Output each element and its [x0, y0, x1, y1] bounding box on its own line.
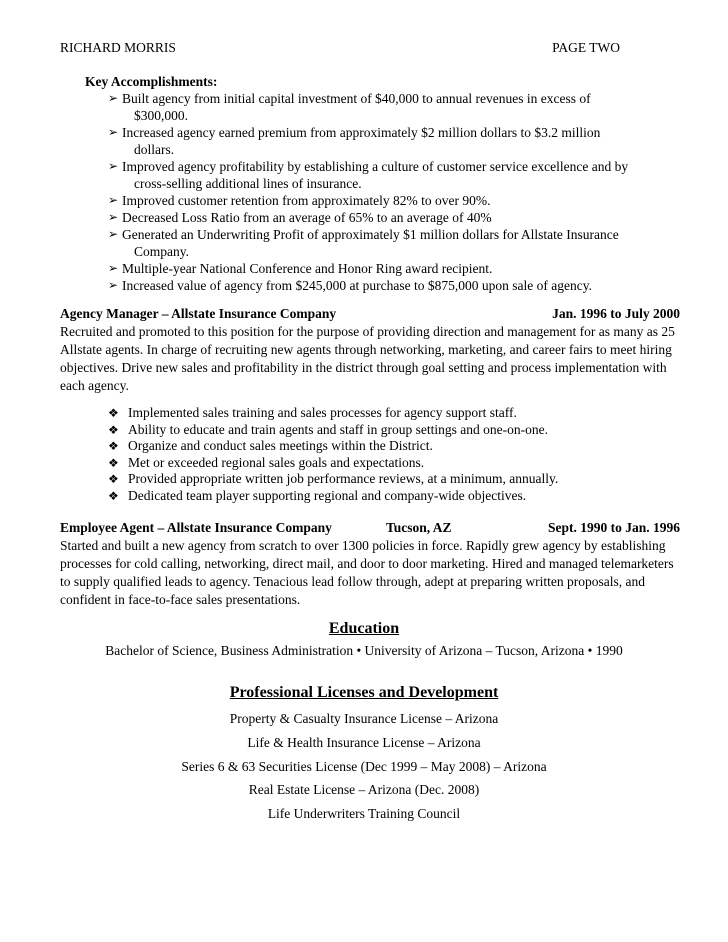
list-item — [108, 438, 558, 455]
list-item-line: cross-selling additional lines of insurance. — [134, 176, 362, 191]
arrow-bullet-icon: ➢ — [108, 193, 119, 207]
header-name: RICHARD MORRIS — [60, 40, 176, 55]
list-item — [60, 260, 680, 277]
job-dates: Jan. 1996 to July 2000 — [552, 306, 680, 321]
list-item-text: Dedicated team player supporting regional and company-wide objectives. — [128, 487, 527, 503]
list-item-line: Generated an Underwriting Profit of approximately $1 million dollars for Allstate Insurance — [122, 227, 619, 242]
education-title — [0, 620, 728, 638]
arrow-bullet-icon: ➢ — [108, 210, 119, 224]
arrow-bullet-icon: ➢ — [108, 125, 119, 139]
education-degree: Bachelor of Science, Business Administration • University of Arizona – Tucson, Arizona • 1990 — [105, 643, 623, 658]
list-item — [60, 158, 680, 192]
key-accomplishments-section — [60, 73, 680, 294]
diamond-bullet-icon: ❖ — [108, 472, 119, 486]
diamond-bullet-icon: ❖ — [108, 455, 119, 470]
diamond-bullet-icon: ❖ — [108, 439, 119, 453]
job-description: Started and built a new agency from scratch to over 1300 policies in force. Rapidly grew agency by establishing processes for cold calling, networking, direct mail, and door to door marketing. Hired and managed telemarketers to supply qualified leads to agency. Tenacious lead follow through, adept at preparing written proposals, and confident in face-to-face sales presentations. — [60, 538, 674, 607]
list-item — [60, 226, 680, 260]
list-item-line: Increased agency earned premium from approximately $2 million dollars to $3.2 million — [122, 125, 601, 140]
license-item: Real Estate License – Arizona (Dec. 2008) — [248, 782, 480, 797]
section-heading: Education — [328, 620, 400, 637]
list-item-text: Met or exceeded regional sales goals and expectations. — [128, 454, 425, 470]
list-item — [60, 90, 680, 124]
list-item — [60, 124, 680, 158]
list-item-line: Company. — [134, 244, 189, 259]
key-accomplishments-title: Key Accomplishments: — [85, 74, 218, 89]
arrow-bullet-icon: ➢ — [108, 261, 119, 275]
job-heading — [60, 305, 680, 323]
arrow-bullet-icon: ➢ — [108, 91, 119, 105]
list-item — [60, 192, 680, 209]
list-item-text: Ability to educate and train agents and staff in group settings and one-on-one. — [128, 421, 549, 437]
list-item — [108, 455, 558, 472]
arrow-bullet-icon: ➢ — [108, 227, 119, 241]
list-item — [108, 422, 558, 439]
diamond-bullet-icon: ❖ — [108, 422, 119, 437]
list-item-line: Multiple-year National Conference and Honor Ring award recipient. — [122, 261, 493, 276]
list-item-line: Decreased Loss Ratio from an average of 65% to an average of 40% — [122, 210, 492, 225]
list-item-line: $300,000. — [134, 108, 188, 123]
diamond-bullet-icon: ❖ — [108, 488, 119, 503]
list-item-text: Provided appropriate written job performance reviews, at a minimum, annually. — [128, 471, 559, 486]
job-title: Agency Manager – Allstate Insurance Company — [60, 306, 337, 321]
license-item: Property & Casualty Insurance License – Arizona — [229, 711, 499, 726]
job-title: Employee Agent – Allstate Insurance Company — [60, 520, 332, 535]
section-heading: Professional Licenses and Development — [229, 684, 499, 701]
job-description: Recruited and promoted to this position for the purpose of providing direction and management for as many as 25 Allstate agents. In charge of recruiting new agents through networking, marketing, and career fairs to meet hiring objectives. Drive new sales and profitability in the district through goal setting and process implementation with each agency. — [60, 324, 675, 393]
header-page-number: PAGE TWO — [552, 40, 620, 55]
list-item — [108, 405, 558, 422]
key-accomplishments-list — [60, 90, 680, 294]
arrow-bullet-icon: ➢ — [108, 278, 119, 292]
list-item-line: dollars. — [134, 142, 175, 157]
arrow-bullet-icon: ➢ — [108, 159, 119, 173]
license-item: Life & Health Insurance License – Arizona — [247, 735, 481, 750]
list-item — [108, 471, 558, 488]
licenses-title — [0, 684, 728, 702]
list-item — [108, 488, 558, 505]
job-location: Tucson, AZ — [386, 520, 452, 535]
diamond-bullet-icon: ❖ — [108, 406, 119, 420]
job-dates: Sept. 1990 to Jan. 1996 — [547, 520, 680, 535]
list-item-line: Improved agency profitability by establishing a culture of customer service excellence and by — [122, 159, 629, 174]
list-item-line: Improved customer retention from approximately 82% to over 90%. — [122, 193, 491, 208]
list-item-line: Increased value of agency from $245,000 at purchase to $875,000 upon sale of agency. — [122, 278, 592, 293]
license-item: Series 6 & 63 Securities License (Dec 1999 – May 2008) – Arizona — [181, 759, 547, 774]
list-item — [60, 209, 680, 226]
job-heading — [60, 519, 680, 537]
list-item-text: Implemented sales training and sales processes for agency support staff. — [128, 405, 517, 420]
job-bullet-list — [108, 405, 558, 504]
list-item-line: Built agency from initial capital investment of $40,000 to annual revenues in excess of — [122, 91, 591, 106]
license-item: Life Underwriters Training Council — [267, 806, 461, 821]
job-employee-agent — [60, 519, 680, 609]
list-item-text: Organize and conduct sales meetings within the District. — [128, 438, 433, 453]
job-agency-manager — [60, 305, 680, 395]
list-item — [60, 277, 680, 294]
